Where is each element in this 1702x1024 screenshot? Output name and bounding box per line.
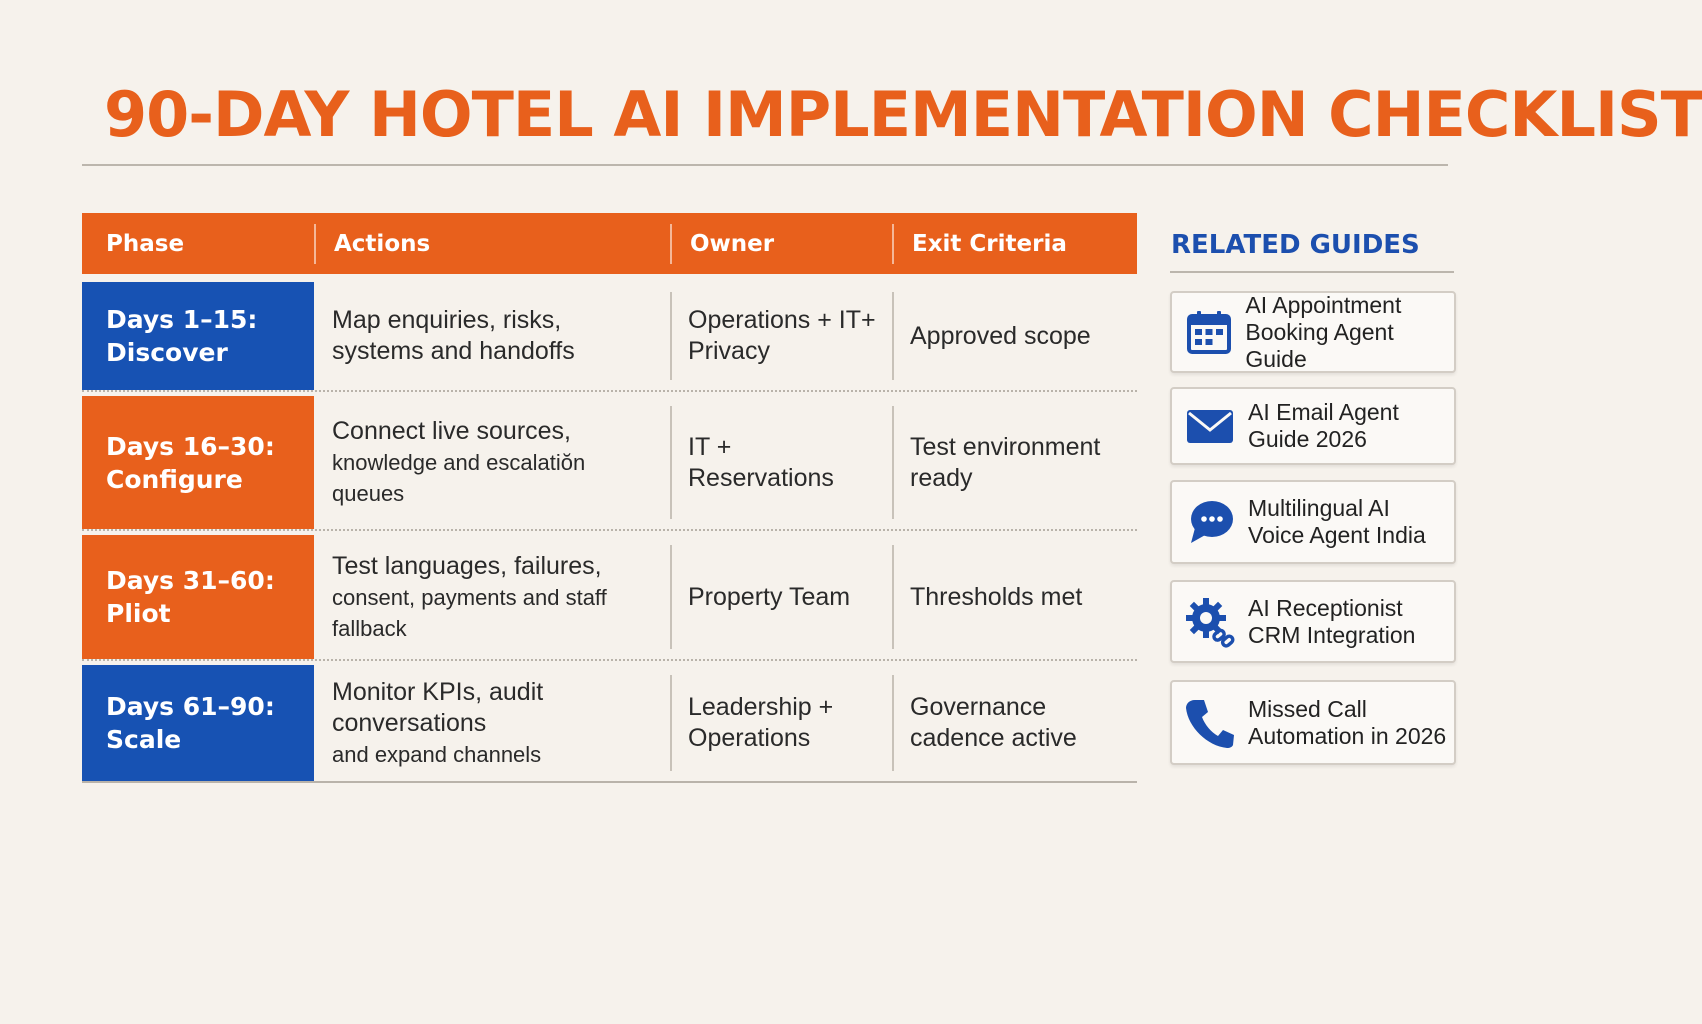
owner-cell (670, 535, 892, 659)
guide-label (1245, 292, 1454, 373)
header-actions: Actions (314, 224, 670, 264)
exit-cell (892, 282, 1137, 390)
page-title: 90-DAY HOTEL AI IMPLEMENTATION CHECKLIST (104, 78, 1702, 151)
guide-label-line: AI Email Agent (1248, 399, 1399, 425)
phase-cell (82, 396, 314, 529)
phase-days: Days 16–30: (106, 431, 275, 461)
guide-label-line: AI Appointment (1245, 291, 1402, 318)
table-row (82, 396, 1137, 531)
owner-cell (670, 282, 892, 390)
table-header (82, 213, 1137, 274)
owner-cell (670, 396, 892, 529)
owner-line: Privacy (688, 337, 770, 365)
guide-card-appointment[interactable] (1170, 291, 1456, 373)
guide-label-line: Booking Agent Guide (1245, 318, 1394, 372)
owner-line: Operations (688, 724, 811, 752)
exit-line: Approved scope (910, 321, 1091, 350)
actions-line: Connect live sources, (332, 417, 572, 445)
exit-line: cadence active (910, 724, 1077, 752)
guide-card-receptionist[interactable] (1170, 580, 1456, 663)
related-guides-title: RELATED GUIDES (1171, 230, 1420, 260)
guide-label-line: CRM Integration (1248, 621, 1416, 648)
exit-line: Thresholds met (910, 582, 1083, 611)
phase-days: Days 61–90: (106, 692, 275, 721)
actions-line: Test languages, failures, (332, 551, 602, 580)
guide-label-line: AI Receptionist (1248, 594, 1403, 621)
phase-name: Configure (106, 464, 243, 494)
actions-cell (314, 535, 670, 659)
actions-line: Monitor KPIs, audit conversations (332, 677, 544, 737)
guide-label-line: Multilingual AI (1248, 495, 1390, 521)
actions-line: knowledge and escalatiŏn queues (332, 450, 586, 506)
calendar-icon (1172, 308, 1245, 356)
phase-name: Discover (106, 338, 228, 367)
chat-bubble-icon (1172, 498, 1248, 546)
actions-line: consent, payments and staff fallback (332, 584, 607, 641)
guide-label (1248, 495, 1426, 549)
actions-cell (314, 282, 670, 390)
exit-line: Governance (910, 693, 1047, 721)
exit-line: Test environment (910, 432, 1101, 461)
header-owner: Owner (670, 224, 892, 264)
table-row (82, 535, 1137, 661)
header-phase: Phase (106, 230, 185, 257)
guide-label-line: Missed Call (1248, 695, 1367, 722)
related-divider (1170, 271, 1454, 273)
guide-label (1248, 399, 1399, 453)
actions-cell (314, 665, 670, 781)
guide-label (1248, 696, 1446, 750)
title-divider (82, 164, 1448, 166)
actions-cell (314, 396, 670, 529)
guide-label-line: Automation in 2026 (1248, 722, 1447, 749)
exit-line: ready (910, 463, 973, 492)
guide-label (1248, 595, 1415, 649)
phase-days: Days 1–15: (106, 305, 258, 334)
phase-cell (82, 535, 314, 659)
checklist-table (82, 213, 1137, 783)
guide-card-missed-call[interactable] (1170, 680, 1456, 765)
owner-line: Leadership + (688, 693, 834, 721)
header-exit-criteria: Exit Criteria (892, 224, 1137, 264)
guide-label-line: Guide 2026 (1248, 426, 1367, 452)
owner-line: Operations + IT+ (688, 306, 876, 334)
owner-line: IT + Reservations (688, 432, 834, 492)
phase-name: Pliot (106, 599, 171, 628)
guide-card-email[interactable] (1170, 387, 1456, 465)
guide-label-line: Voice Agent India (1248, 522, 1426, 548)
gear-link-icon (1172, 596, 1248, 648)
guide-card-multilingual[interactable] (1170, 480, 1456, 564)
envelope-icon (1172, 406, 1248, 446)
table-row (82, 282, 1137, 392)
table-row (82, 665, 1137, 783)
phone-icon (1172, 697, 1248, 749)
actions-line: and expand channels (332, 741, 542, 767)
owner-cell (670, 665, 892, 781)
exit-cell (892, 396, 1137, 529)
phase-cell (82, 665, 314, 781)
actions-line: Map enquiries, risks, (332, 306, 562, 334)
actions-line: systems and handoffs (332, 337, 575, 365)
exit-cell (892, 665, 1137, 781)
exit-cell (892, 535, 1137, 659)
phase-days: Days 31–60: (106, 566, 275, 595)
owner-line: Property Team (688, 582, 851, 611)
phase-name: Scale (106, 725, 182, 754)
phase-cell (82, 282, 314, 390)
